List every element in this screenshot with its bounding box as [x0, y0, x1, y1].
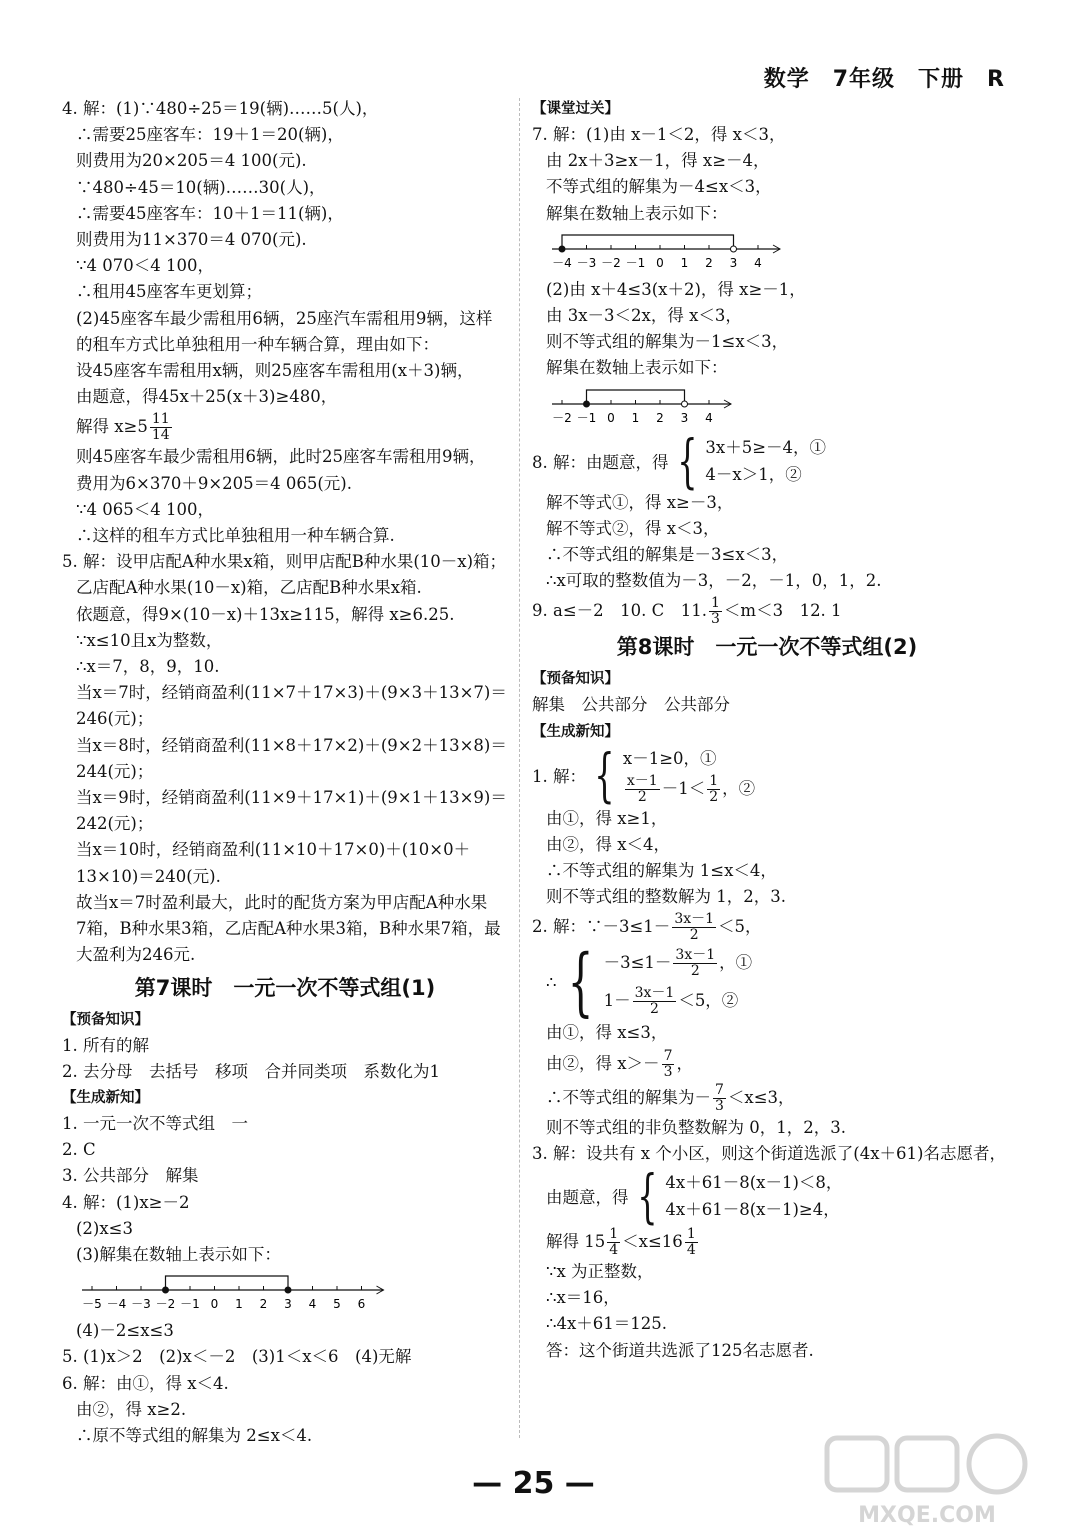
text-line: 1. 所有的解: [62, 1035, 149, 1055]
axis-tick-label: －1: [180, 1297, 200, 1312]
text-line: ∵x≤10且x为整数，: [76, 630, 223, 650]
inequality-system: [665, 1169, 842, 1223]
text-line: 当x＝7时，经销商盈利(11×7＋17×3)＋(9×3＋13×7)＝: [76, 683, 507, 703]
fraction: [607, 1227, 620, 1258]
axis-tick-label: －4: [106, 1297, 127, 1312]
inequality-system: [604, 944, 753, 1020]
axis-tick-label: 5: [333, 1297, 341, 1312]
inequality-system: [623, 745, 755, 806]
text-line: 4. 解：(1)x≥－2: [62, 1192, 190, 1212]
math-text: 解得 x≥5: [76, 417, 148, 437]
axis-tick-label: 1: [680, 255, 689, 270]
number-line-svg: [552, 382, 812, 432]
watermark-logo-icon: [817, 1430, 1037, 1530]
number-line-svg: [82, 1268, 366, 1318]
text-line: 由②，得 x＜4，: [546, 834, 671, 854]
text-line: 大盈利为246元.: [76, 945, 196, 965]
axis-tick-label: 0: [210, 1297, 219, 1312]
section-prep-knowledge: 【预备知识】: [532, 671, 619, 688]
math-text: ∴: [546, 972, 557, 992]
brace: {: [636, 1162, 658, 1231]
math-text: 1－: [603, 991, 631, 1011]
numerator: 11: [151, 411, 170, 428]
inequality-system: [705, 434, 826, 488]
text-line: ∴这样的租车方式比单独租用一种车辆合算.: [76, 526, 395, 546]
axis-tick-label: 3: [680, 410, 689, 425]
axis-tick-label: －5: [82, 1297, 102, 1312]
inequality: [604, 944, 753, 982]
fraction: [709, 596, 722, 627]
text-line: 5. (1)x＞2 (2)x＜－2 (3)1＜x＜6 (4)无解: [62, 1347, 412, 1367]
text-line: 3. 解：设共有 x 个小区，则这个街道选派了(4x＋61)名志愿者，: [532, 1143, 1006, 1163]
axis-tick-label: 2: [705, 255, 713, 270]
answers-9-12: [532, 594, 1002, 628]
text-line: 解集在数轴上表示如下：: [546, 358, 728, 378]
axis-tick-label: －1: [625, 255, 646, 270]
text-line: 6. 解：由①，得 x＜4.: [62, 1373, 229, 1393]
axis-tick-label: 4: [308, 1297, 317, 1312]
fraction: [673, 948, 717, 979]
fraction: [633, 986, 677, 1017]
text-line: 由 2x＋3≥x－1，得 x≥－4，: [546, 151, 770, 171]
axis-tick-label: 4: [705, 410, 713, 425]
text-line: (2)45座客车最少需租用6辆，25座汽车需租用9辆，这样: [76, 308, 493, 328]
inequality: [623, 772, 755, 806]
math-text: ，②: [722, 778, 756, 798]
text-line: (4)－2≤x≤3: [76, 1321, 174, 1341]
math-text: ＜5，②: [678, 991, 739, 1011]
numerator: 7: [715, 1081, 724, 1098]
number-line-svg: [552, 227, 812, 277]
axis-tick-label: 2: [656, 410, 664, 425]
axis-tick-label: 1: [235, 1297, 243, 1312]
text-line: (2)x≤3: [76, 1218, 134, 1238]
text-line: ∴需要25座客车：19＋1＝20(辆)，: [76, 125, 344, 145]
text-line: 的租车方式比单独租用一种车辆合算，理由如下：: [76, 334, 439, 354]
numerator: 1: [609, 1226, 619, 1243]
text-line: ∴不等式组的解集为 1≤x＜4，: [546, 861, 777, 881]
math-text: 解得 15: [546, 1232, 606, 1252]
fraction: [685, 1227, 698, 1258]
denominator: 3: [711, 611, 720, 628]
denominator: 3: [715, 1097, 724, 1114]
axis-tick-label: －3: [576, 255, 597, 270]
inequality: 4x＋61－8(x－1)＜8，: [665, 1173, 843, 1193]
text-line: ∵480÷45＝10(辆)……30(人)，: [76, 177, 326, 197]
text-line: 2. C: [62, 1140, 96, 1160]
axis-tick-label: 1: [631, 410, 640, 425]
text-line: 解集在数轴上表示如下：: [546, 203, 728, 223]
text-line: 2. 去分母 去括号 移项 合并同类项 系数化为1: [62, 1061, 440, 1081]
brace: {: [594, 741, 615, 810]
closed-endpoint: [559, 246, 565, 252]
axis-tick-label: －2: [601, 255, 621, 270]
text-line: 解不等式②，得 x＜3，: [546, 518, 720, 538]
denominator: 14: [151, 427, 170, 444]
math-text: 8. 解：由题意，得: [532, 452, 669, 472]
denominator: 3: [663, 1063, 673, 1080]
denominator: 2: [709, 788, 719, 805]
text-line: ∴x＝7，8，9，10.: [76, 657, 220, 677]
answer-2-system: [532, 939, 1002, 1026]
math-text: 由题意，得: [546, 1188, 629, 1208]
lesson-8-title: 第8课时 一元一次不等式组(2): [616, 635, 918, 660]
denominator: 2: [689, 927, 699, 944]
fraction: [672, 912, 716, 943]
text-line: 当x＝10时，经销商盈利(11×10＋17×0)＋(10×0＋: [76, 840, 471, 860]
axis-tick-label: 3: [729, 255, 738, 270]
denominator: 2: [637, 788, 647, 805]
text-line: 费用为6×370＋9×205＝4 065(元).: [76, 473, 352, 493]
text-line: 242(元)；: [76, 814, 154, 834]
text-line: 7箱，B种水果3箱，乙店配A种水果3箱，B种水果7箱，最: [76, 919, 501, 939]
fraction: [150, 412, 172, 443]
denominator: 2: [649, 1001, 659, 1018]
inequality: x－1≥0，①: [622, 748, 717, 768]
axis-tick-label: 6: [357, 1297, 366, 1312]
text-line: 7. 解：(1)由 x－1＜2，得 x＜3，: [532, 125, 786, 144]
column-divider: [519, 98, 520, 1438]
inequality: [604, 982, 753, 1020]
numerator: 3x－1: [634, 985, 675, 1002]
denominator: 4: [609, 1242, 619, 1259]
answer-5: [62, 549, 508, 968]
closed-endpoint: [584, 401, 590, 407]
axis-tick-label: －2: [155, 1297, 176, 1312]
text-line: 则费用为11×370＝4 070(元).: [76, 230, 307, 250]
axis-tick-label: 2: [259, 1297, 268, 1312]
text-line: ∵4 070＜4 100，: [76, 256, 214, 276]
right-column: [532, 96, 1006, 1364]
closed-endpoint: [285, 1287, 291, 1293]
axis-tick-label: 3: [284, 1297, 292, 1312]
math-text: 2. 解：∵－3≤1－: [532, 917, 671, 937]
math-text: ＜m＜3 12. 1: [723, 601, 842, 621]
text-line: 当x＝8时，经销商盈利(11×8＋17×2)＋(9×2＋13×8)＝: [76, 735, 507, 755]
text-line: 则不等式组的整数解为 1，2，3.: [546, 887, 786, 907]
text-line: ∴x＝16，: [546, 1288, 620, 1308]
numerator: x－1: [626, 772, 658, 789]
text-line-fraction: [532, 1081, 1002, 1115]
axis-tick-label: 0: [656, 255, 664, 270]
fraction: [662, 1049, 675, 1080]
axis-tick-label: 0: [607, 410, 615, 425]
text-line: 5. 解：设甲店配A种水果x箱，则甲店配B种水果(10－x)箱；: [62, 552, 507, 572]
axis-tick-label: －1: [576, 410, 597, 425]
text-line-fraction: [532, 1047, 1002, 1081]
solution-bracket: [166, 1276, 289, 1290]
text-line: ∴不等式组的解集是－3≤x＜3，: [546, 545, 789, 565]
axis-tick-label: －2: [552, 410, 572, 425]
axis-tick-label: 4: [754, 255, 762, 270]
text-line-fraction: [62, 410, 508, 444]
text-line: 13×10)＝240(元).: [76, 866, 221, 886]
answer-3-system: [532, 1162, 1002, 1231]
number-line-2: [552, 227, 1002, 277]
left-column: [62, 96, 508, 1449]
text-line: 当x＝9时，经销商盈利(11×9＋17×1)＋(9×1＋13×9)＝: [76, 788, 507, 808]
text-line: 则费用为20×205＝4 100(元).: [76, 151, 307, 171]
section-new-knowledge: 【生成新知】: [532, 723, 619, 740]
text-line: ∴租用45座客车更划算；: [76, 282, 262, 302]
math-text: 由②，得 x＞－: [546, 1053, 660, 1073]
text-line: 246(元)；: [76, 709, 154, 729]
answer-8-system: [532, 426, 1002, 495]
text-line: 乙店配A种水果(10－x)箱，乙店配B种水果x箱.: [76, 578, 422, 598]
text-line: ∴x可取的整数值为－3，－2，－1，0，1，2.: [546, 571, 882, 591]
math-text: －3≤1－: [603, 953, 672, 973]
closed-endpoint: [163, 1287, 169, 1293]
text-line: ∵4 065＜4 100，: [76, 499, 214, 519]
math-text: ＜x≤16: [622, 1232, 683, 1252]
denominator: 4: [686, 1242, 696, 1259]
text-line: 由 3x－3＜2x，得 x＜3，: [546, 306, 742, 326]
solution-bracket: [562, 235, 734, 249]
brace: {: [567, 939, 593, 1026]
numerator: 3x－1: [675, 947, 716, 964]
math-text: ＜5，: [718, 917, 762, 937]
brace: {: [676, 426, 698, 495]
text-line: 依题意，得9×(10－x)＋13x≥115，解得 x≥6.25.: [76, 604, 455, 624]
text-line: 由①，得 x≥1，: [546, 808, 668, 828]
text-line: 由②，得 x≥2.: [76, 1399, 187, 1419]
text-line: ∵x 为正整数，: [546, 1262, 654, 1282]
text-line: 则不等式组的非负整数解为 0，1，2，3.: [546, 1117, 846, 1137]
lesson-7-title: 第7课时 一元一次不等式组(1): [134, 975, 436, 1000]
math-text: ＜x≤3，: [727, 1087, 795, 1107]
math-text: 9. a≤－2 10. C 11.: [532, 601, 707, 621]
numerator: 1: [686, 1226, 696, 1243]
text-line: 244(元)；: [76, 761, 154, 781]
page-number: — 25 —: [472, 1466, 595, 1501]
inequality: 4－x＞1，②: [705, 464, 802, 484]
text-line: 4. 解：(1)∵480÷25＝19(辆)……5(人)，: [62, 99, 379, 118]
text-line: (3)解集在数轴上表示如下：: [76, 1244, 281, 1264]
math-text: 1. 解：: [532, 767, 586, 787]
math-text: ，①: [719, 953, 753, 973]
number-line-3: [552, 382, 1002, 432]
text-line: 1. 一元一次不等式组 一: [62, 1113, 248, 1133]
text-line: ∴需要45座客车：10＋1＝11(辆)，: [76, 203, 344, 223]
text-line: 则45座客车最少需租用6辆，此时25座客车需租用9辆，: [76, 447, 486, 467]
text-line: 解集 公共部分 公共部分: [532, 695, 730, 715]
text-line: 3. 公共部分 解集: [62, 1166, 199, 1186]
text-line: 则不等式组的解集为－1≤x＜3，: [546, 332, 789, 352]
answer-1-system: [532, 741, 1002, 810]
section-new-knowledge: 【生成新知】: [62, 1089, 149, 1106]
axis-tick-label: －3: [131, 1297, 151, 1312]
answer-2-intro: [532, 910, 1002, 944]
number-line-1: [82, 1268, 508, 1318]
open-endpoint: [731, 246, 737, 252]
text-line-fraction: [532, 1225, 1002, 1259]
math-text: ，: [676, 1053, 693, 1073]
inequality: 3x＋5≥－4，①: [705, 437, 827, 457]
text-line: 解不等式①，得 x≥－3，: [546, 492, 734, 512]
text-line: ∴4x＋61＝125.: [546, 1314, 668, 1334]
watermark-text: MXQE.COM: [858, 1503, 996, 1528]
text-line: 故当x＝7时盈利最大，此时的配货方案为甲店配A种水果: [76, 892, 488, 912]
text-line: 由①，得 x≤3，: [546, 1023, 668, 1043]
text-line: ∴原不等式组的解集为 2≤x＜4.: [76, 1425, 313, 1445]
text-line: (2)由 x＋4≤3(x＋2)，得 x≥－1，: [546, 279, 806, 299]
fraction: [625, 774, 660, 805]
section-class-check: 【课堂过关】: [532, 101, 619, 117]
text-line: 不等式组的解集为－4≤x＜3，: [546, 177, 772, 197]
answer-4-part1: [62, 96, 508, 549]
numerator: 1: [711, 595, 720, 612]
open-endpoint: [682, 401, 688, 407]
page-header: 数学 7年级 下册 R: [763, 67, 1005, 92]
text-line: 答：这个街道共选派了125名志愿者.: [546, 1340, 814, 1360]
denominator: 2: [690, 963, 700, 980]
fraction: [713, 1083, 726, 1114]
math-text: －1＜: [661, 778, 706, 798]
text-line: 设45座客车需租用x辆，则25座客车需租用(x＋3)辆，: [76, 361, 474, 381]
numerator: 7: [663, 1047, 673, 1064]
text-line: 由题意，得45x＋25(x＋3)≥480，: [76, 387, 338, 407]
inequality: 4x＋61－8(x－1)≥4，: [665, 1200, 840, 1220]
numerator: 3x－1: [674, 911, 715, 928]
section-prep-knowledge: 【预备知识】: [62, 1011, 149, 1028]
numerator: 1: [709, 772, 719, 789]
fraction: [707, 774, 720, 805]
math-text: ∴不等式组的解集为－: [546, 1087, 711, 1107]
axis-tick-label: －4: [552, 255, 572, 270]
